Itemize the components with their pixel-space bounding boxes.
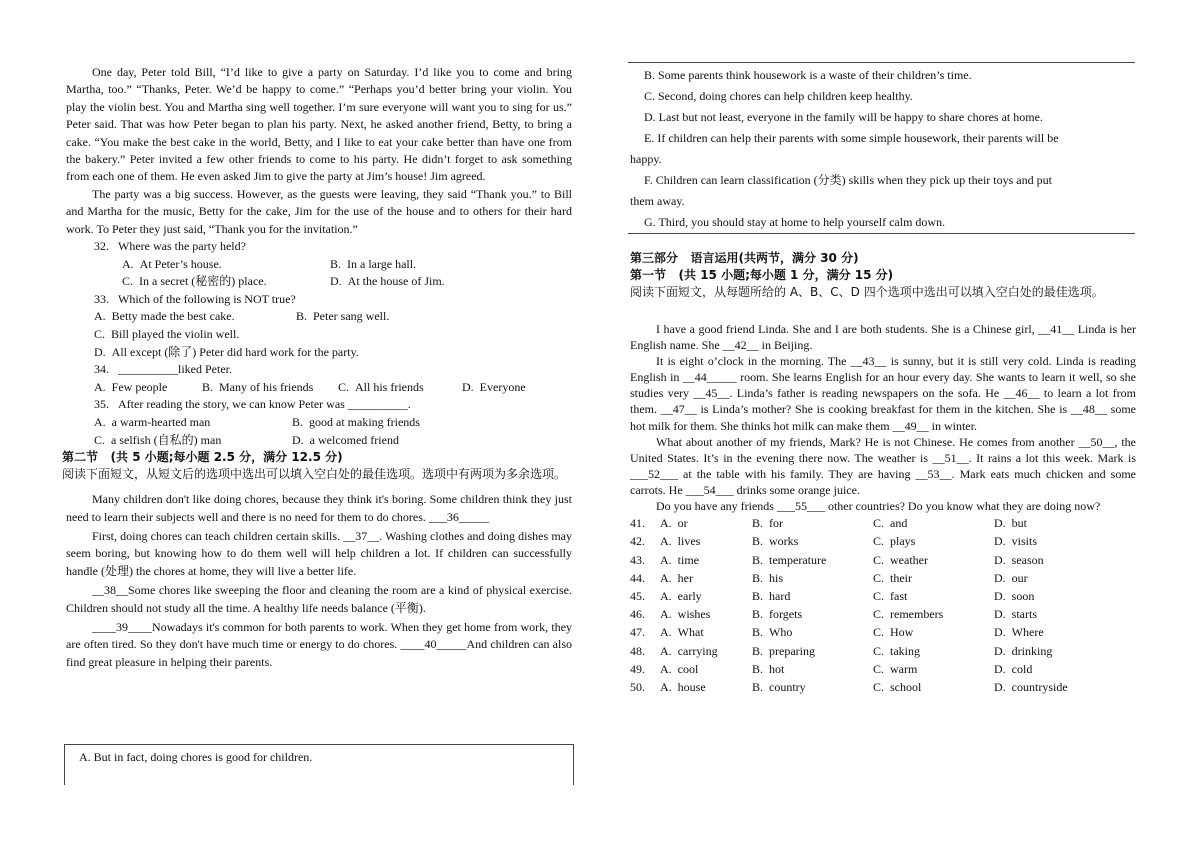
question-33-options-row-1 [66,308,572,326]
story-paragraph-1: One day, Peter told Bill, “I’d like to give a party on Saturday. I’d like you to come and bring Martha, too.” “Thanks, Peter. We’d be happy to come.” “Perhaps you’d better bring your violin. You play the violin best. You and Martha sing well together. I’m sure everyone will want you to sing for us.” Peter said. That was how Peter began to plan his party. Next, he asked another friend, Betty, to bring a cake. “You make the best cake in the world, Betty, and I like to eat your cake better than have one from the bakery.” Peter invited a few other friends to come to his party. He didn’t forget to ask something from each one of them. He even asked Jim to give the party at Jim’s house! Jim agreed. [66,65,572,184]
option-b: B. works [752,534,799,549]
answer-row [630,551,1136,569]
option-a: A. wishes [660,607,711,622]
section-1-title-text: 第一节 (共 15 小题;每小题 1 分，满分 15 分) [630,268,894,282]
option-33a: A. Betty made the best cake. [94,309,235,324]
answer-row [630,660,1136,678]
chores-paragraph-4: ____39____Nowadays it's common for both parents to work. When they get home from work, they are often tired. So they don't have much time or energy to do chores. ____40_____And children can also find great pleasure in helping their parents. [66,620,572,669]
question-number: 41. [630,516,645,531]
option-b: B. preparing [752,643,815,658]
cloze-passage [630,321,1136,514]
option-b: B. forgets [752,607,803,622]
option-box-a: A. But in fact, doing chores is good for children. [79,750,313,764]
option-34c: C. All his friends [338,379,424,394]
part-3-title-text: 第三部分 语言运用(共两节，满分 30 分) [630,251,859,265]
question-34-options [66,379,572,397]
option-box-e-cont: happy. [630,152,662,166]
section-2-title [62,449,572,466]
chores-paragraph-1: Many children don't like doing chores, because they think it's boring. Some children think they just need to learn their subjects well and there is no need for them to do chores. ___36_____ [66,492,572,524]
option-a: A. lives [660,534,701,549]
question-number: 47. [630,625,645,640]
option-b: B. hot [752,661,785,676]
question-32-options-row-2 [66,273,572,291]
option-d: D. soon [994,588,1035,603]
cloze-paragraph-3: What about another of my friends, Mark? He is not Chinese. He comes from another __50__, the United States. It’s in the evening there now. The weather is __51__. It rains a lot this week. Mark is ___52___ at the table with his family. They are having __53__. Mark eats much chicken and some carrots. He ___54___ drinks some orange juice. [630,434,1136,497]
question-32: 32. Where was the party held? [94,239,246,254]
option-c: C. taking [873,643,920,658]
question-number: 45. [630,588,645,603]
answer-row [630,569,1136,587]
section-1-instructions: 阅读下面短文，从每题所给的 A、B、C、D 四个选项中选出可以填入空白处的最佳选项。 [630,285,1104,299]
option-c: C. remembers [873,607,944,622]
cloze-paragraph-4: Do you have any friends ___55___ other countries? Do you know what they are doing now? [656,499,1101,514]
option-32b: B. In a large hall. [330,256,417,271]
question-number: 46. [630,607,645,622]
option-d: D. Where [994,625,1044,640]
question-number: 43. [630,552,645,567]
question-32-options-row-1 [66,256,572,274]
options-box-left [64,744,574,785]
option-box-f: F. Children can learn classification (分类) skills when they pick up their toys and put [644,173,1052,187]
option-d: D. cold [994,661,1033,676]
option-c: C. warm [873,661,918,676]
cloze-paragraph-2: It is eight o’clock in the morning. The __43__ is sunny, but it is still very cold. Linda is reading English in __44_____ room. She learns English for an hour every day. She wants to learn it well, so she studies very __45__. Linda’s father is reading newspapers on the sofa. He __46__ to learn a lot from them. __47__ is Linda’s mother? She is cooking breakfast for them in the kitchen. She is __48__ some hot milk for them. She thinks hot milk can make them __49__ in winter. [630,354,1136,433]
question-number: 42. [630,534,645,549]
question-35-options-row-1 [66,414,572,432]
question-33: 33. Which of the following is NOT true? [94,291,296,306]
option-34a: A. Few people [94,379,168,394]
option-b: B. country [752,679,806,694]
question-35: 35. After reading the story, we can know Peter was __________. [94,397,411,412]
option-a: A. early [660,588,702,603]
option-box-g: G. Third, you should stay at home to help yourself calm down. [644,215,946,229]
answer-row [630,514,1136,532]
chores-paragraph-2: First, doing chores can teach children certain skills. __37__. Washing clothes and doing dishes may seem boring, but knowing how to do them well will help children a lot. If children can successfully handle (处理) the chores at home, they will live a better life. [66,529,572,578]
option-a: A. house [660,679,706,694]
option-c: C. How [873,625,914,640]
answer-row [630,532,1136,550]
option-32d: D. At the house of Jim. [330,274,445,289]
answer-row [630,587,1136,605]
option-a: A. time [660,552,699,567]
option-box-e: E. If children can help their parents with some simple housework, their parents will be [644,131,1059,145]
option-a: A. carrying [660,643,718,658]
option-34d: D. Everyone [462,379,526,394]
answer-row [630,678,1136,696]
chores-paragraph-3: __38__Some chores like sweeping the floor and cleaning the room are a kind of physical exercise. Children should not study all the time. A healthy life needs balance (平衡). [66,583,572,615]
option-35c: C. a selfish (自私的) man [94,432,222,447]
question-number: 50. [630,679,645,694]
option-a: A. her [660,570,693,585]
option-a: A. cool [660,661,699,676]
answer-row [630,623,1136,641]
option-box-f-cont: them away. [630,194,685,208]
answer-row [630,605,1136,623]
option-c: C. weather [873,552,928,567]
option-b: B. temperature [752,552,827,567]
section-1-title [630,267,1136,284]
option-c: C. and [873,516,908,531]
option-c: C. school [873,679,922,694]
question-number: 49. [630,661,645,676]
option-b: B. hard [752,588,791,603]
option-c: C. plays [873,534,916,549]
options-box-right [628,62,1135,234]
option-32c: C. In a secret (秘密的) place. [122,274,267,289]
option-32a: A. At Peter’s house. [122,256,222,271]
answer-row [630,642,1136,660]
question-34: 34. __________liked Peter. [94,362,232,377]
question-number: 48. [630,643,645,658]
question-number: 44. [630,570,645,585]
option-35a: A. a warm-hearted man [94,415,211,429]
option-d: D. but [994,516,1027,531]
question-35-options-row-2 [66,432,572,450]
option-b: B. for [752,516,783,531]
right-column [630,250,1136,696]
option-box-b: B. Some parents think housework is a waste of their children’s time. [644,68,972,82]
option-35d: D. a welcomed friend [292,432,399,447]
answer-options-table [630,514,1136,696]
left-column [62,64,572,671]
option-33c: C. Bill played the violin well. [94,327,240,342]
option-d: D. starts [994,607,1037,622]
option-b: B. his [752,570,784,585]
option-b: B. Who [752,625,793,640]
option-box-d: D. Last but not least, everyone in the family will be happy to share chores at home. [644,110,1043,124]
option-c: C. fast [873,588,908,603]
cloze-paragraph-1: I have a good friend Linda. She and I are both students. She is a Chinese girl, __41__ Linda is her English name. She __42__ in Beijing. [630,322,1136,353]
option-d: D. our [994,570,1028,585]
option-d: D. visits [994,534,1038,549]
option-d: D. season [994,552,1044,567]
option-d: D. drinking [994,643,1053,658]
option-34b: B. Many of his friends [202,379,314,394]
option-35b: B. good at making friends [292,415,420,429]
option-c: C. their [873,570,912,585]
section-2-title-text: 第二节 (共 5 小题;每小题 2.5 分，满分 12.5 分) [62,450,343,465]
story-paragraph-2: The party was a big success. However, as the guests were leaving, they said “Thank you.” to Bill and Martha for the music, Betty for the cake, Jim for the use of the house and to others for their hard work. To Peter they just said, “Thank you for the invitation.” [66,186,572,236]
option-33d: D. All except (除了) Peter did hard work for the party. [94,344,359,359]
part-3-title [630,250,1136,267]
option-box-c: C. Second, doing chores can help children keep healthy. [644,89,913,103]
option-33b: B. Peter sang well. [296,309,390,324]
option-d: D. countryside [994,679,1068,694]
option-a: A. or [660,516,688,531]
option-a: A. What [660,625,704,640]
section-2-instructions: 阅读下面短文，从短文后的选项中选出可以填入空白处的最佳选项。选项中有两项为多余选项。 [62,467,567,482]
